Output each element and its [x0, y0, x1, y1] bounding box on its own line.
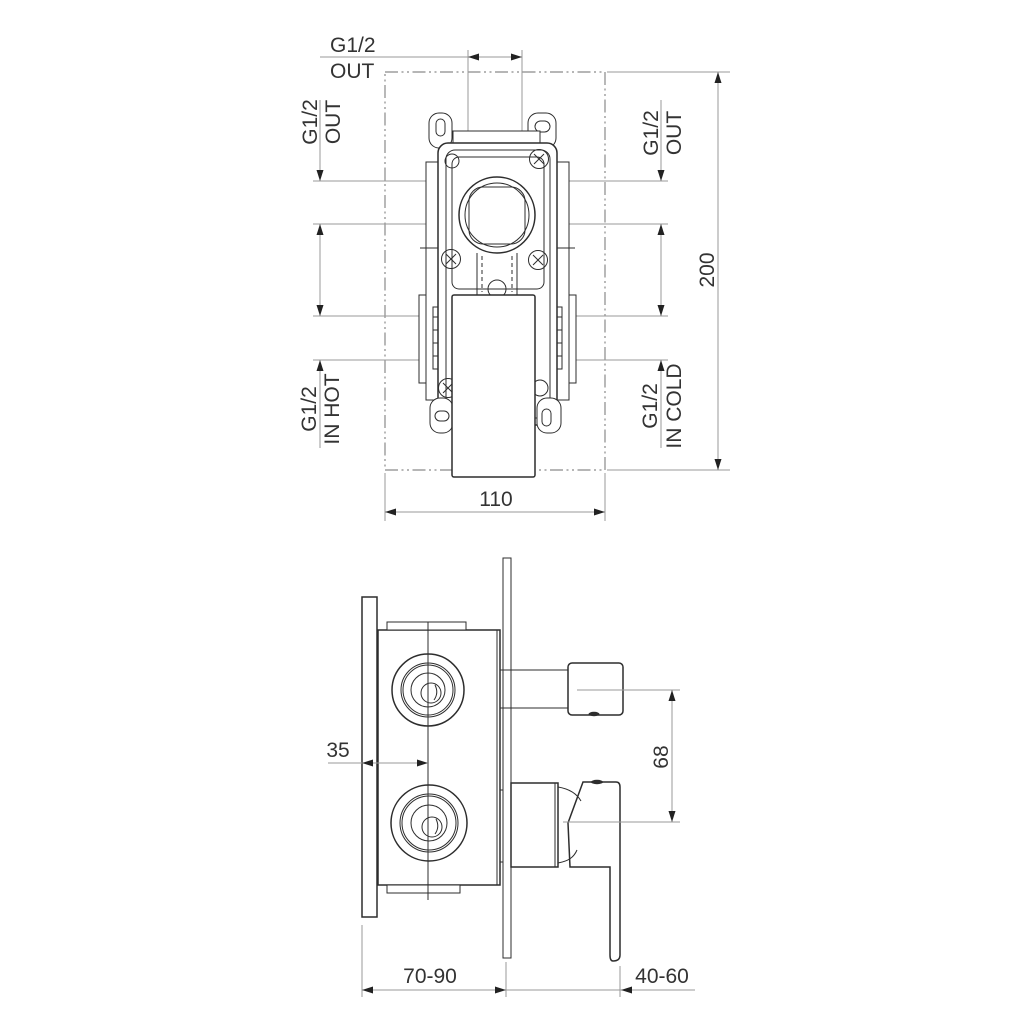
top-port-plate [453, 131, 540, 143]
offset-dim-text: 35 [326, 739, 350, 762]
mounting-bracket [362, 597, 377, 917]
port-label: IN COLD [663, 363, 686, 449]
mounting-ear-bottom-right [537, 398, 561, 433]
port-label: OUT [663, 110, 686, 156]
inlet-boss-right [569, 295, 576, 383]
mixer-handle-assembly [500, 780, 620, 961]
dim-left-ports [298, 99, 345, 448]
handle-front-plate [452, 295, 535, 477]
escutcheon-side [511, 783, 558, 867]
lever-handle [568, 782, 620, 961]
port-label: IN HOT [321, 373, 344, 445]
rough-in-depth-text: 70-90 [403, 965, 457, 988]
width-dim-text: 110 [479, 488, 513, 511]
dim-right-ports [639, 100, 686, 449]
trim-projection-text: 40-60 [635, 965, 689, 988]
height-dim-text: 200 [696, 252, 719, 288]
front-view [298, 34, 730, 521]
knob-set-screw [589, 712, 600, 716]
dim-top-outlet [320, 34, 522, 83]
body-bottom-plate [387, 885, 460, 893]
finished-wall-plate [503, 558, 511, 958]
thread-label: G1/2 [640, 110, 663, 156]
spacing-dim-text: 68 [650, 745, 673, 769]
thread-label: G1/2 [330, 34, 376, 57]
handle-set-screw [591, 780, 603, 784]
dim-overall-width [385, 473, 605, 521]
valve-body-front [419, 113, 576, 477]
dim-depths [362, 925, 695, 997]
thread-label: G1/2 [639, 383, 662, 429]
inlet-boss-left [419, 295, 426, 383]
port-label: OUT [322, 99, 345, 145]
body-top-plate [387, 622, 466, 630]
valve-body-side [378, 630, 500, 885]
port-label: OUT [330, 60, 375, 83]
side-view [326, 558, 695, 997]
mounting-ear-bottom-left [430, 398, 453, 433]
thread-label: G1/2 [299, 99, 322, 145]
thread-label: G1/2 [298, 386, 321, 432]
